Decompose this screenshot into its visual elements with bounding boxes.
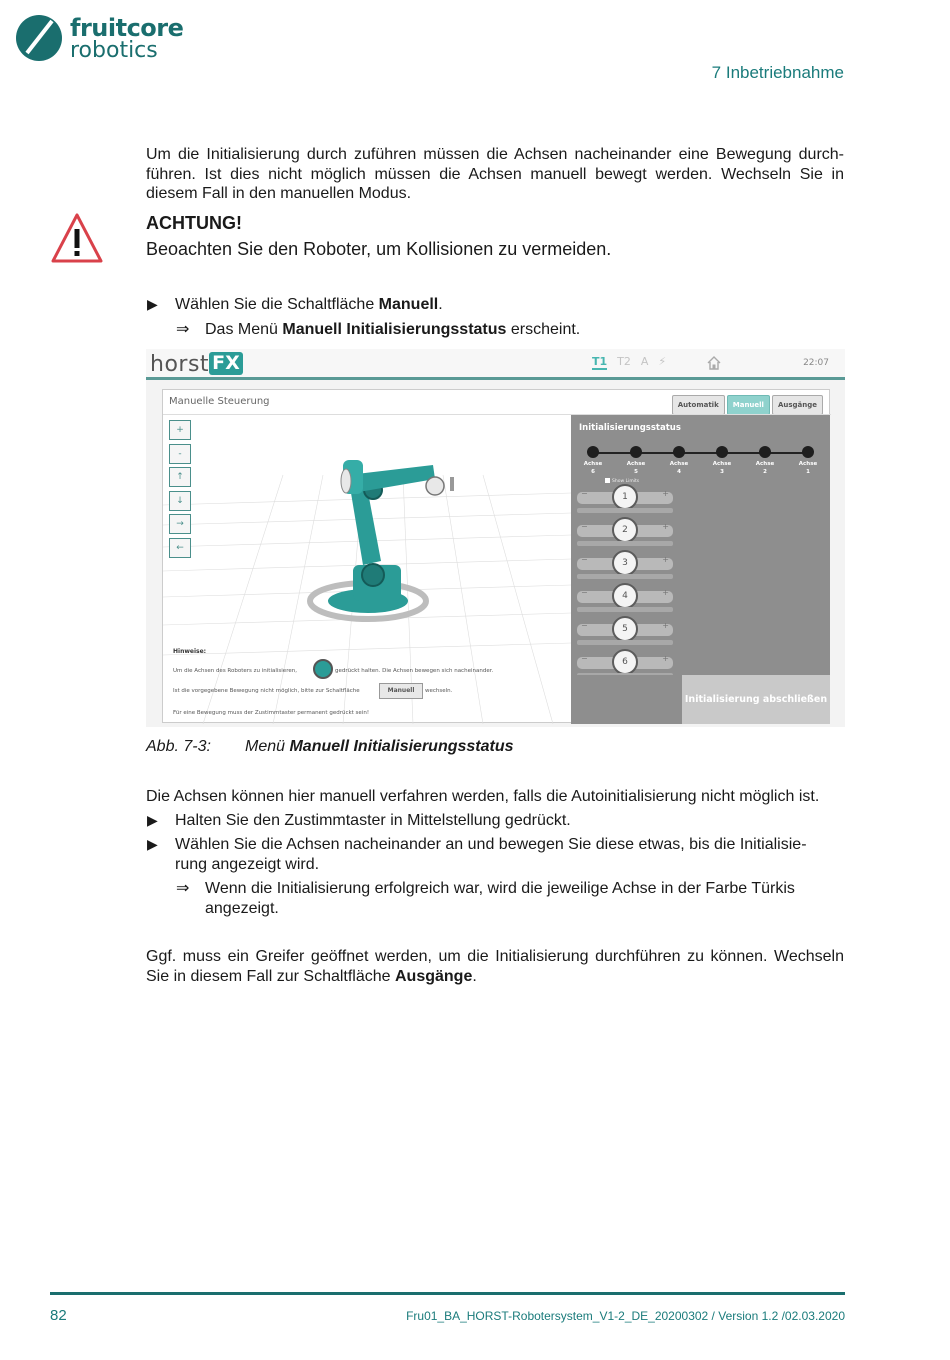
- result-arrow-icon: ⇒: [176, 880, 190, 897]
- axis-label-text: Achse: [626, 461, 646, 467]
- manuell-button[interactable]: Manuell: [727, 395, 770, 415]
- bullet-triangle-icon: ▶: [147, 836, 158, 852]
- result-bold: Manuell Initialisierungsstatus: [282, 321, 507, 338]
- axis-label: [707, 460, 737, 476]
- body-line: Die Achsen können hier manuell verfahren werden, falls die Autoinitialisierung nicht möglich ist.: [146, 788, 820, 805]
- axis-label-num: 5: [634, 469, 638, 475]
- home-icon[interactable]: [706, 355, 722, 371]
- axis-slider-5[interactable]: [577, 616, 673, 642]
- document-id: Fru01_BA_HORST-Robotersystem_V1-2_DE_20200302 / Version 1.2 /02.03.2020: [406, 1309, 845, 1323]
- result-arrow-icon: ⇒: [176, 321, 190, 338]
- hint-line-3: Für eine Bewegung muss der Zustimmtaster permanent gedrückt sein!: [173, 710, 370, 716]
- closing-text: Sie in diesem Fall zur Schaltfläche: [146, 967, 395, 985]
- axis-label-num: 2: [763, 469, 767, 475]
- axis-label-num: 6: [591, 469, 595, 475]
- manual-control-panel: [162, 389, 830, 723]
- slider-plus-icon[interactable]: +: [662, 522, 669, 531]
- slider-shadow: [577, 640, 673, 645]
- closing-text-end: .: [472, 967, 477, 985]
- hint-line-1b: gedrückt halten. Die Achsen bewegen sich nacheinander.: [335, 668, 494, 674]
- axis-label: [750, 460, 780, 476]
- slider-minus-icon[interactable]: −: [581, 489, 588, 498]
- slider-knob[interactable]: 5: [612, 616, 638, 642]
- slider-knob[interactable]: 6: [612, 649, 638, 675]
- step-text: Wählen Sie die Achsen nacheinander an und bewegen Sie diese etwas, bis die Initialisie-: [175, 836, 807, 853]
- axis-label: [793, 460, 823, 476]
- ausgaenge-button[interactable]: Ausgänge: [772, 395, 823, 415]
- slider-plus-icon[interactable]: +: [662, 489, 669, 498]
- bullet-triangle-icon: ▶: [147, 296, 158, 312]
- fruitcore-logo: [14, 13, 194, 65]
- axis-5-indicator[interactable]: [630, 446, 642, 458]
- step-text: Halten Sie den Zustimmtaster in Mittelstellung gedrückt.: [175, 812, 571, 829]
- jog-right-button[interactable]: →: [169, 514, 191, 534]
- jog-left-button[interactable]: ←: [169, 538, 191, 558]
- mode-indicators: [592, 355, 676, 368]
- slider-shadow: [577, 574, 673, 579]
- axis-label-text: Achse: [712, 461, 732, 467]
- robot-3d-view[interactable]: [163, 415, 571, 724]
- slider-shadow: [577, 508, 673, 513]
- slider-plus-icon[interactable]: +: [662, 654, 669, 663]
- caption-number: Abb. 7-3:: [146, 738, 211, 755]
- jog-plus-button[interactable]: +: [169, 420, 191, 440]
- slider-knob[interactable]: 3: [612, 550, 638, 576]
- mode-a[interactable]: A: [640, 355, 649, 368]
- axis-label: [621, 460, 651, 476]
- slider-shadow: [577, 607, 673, 612]
- gripper-paragraph: [146, 947, 844, 986]
- axis-6-indicator[interactable]: [587, 446, 599, 458]
- footer-divider: [50, 1292, 845, 1295]
- logo-text-fruitcore: fruitcore: [70, 14, 184, 42]
- intro-line: diesem Fall in den manuellen Modus.: [146, 185, 412, 202]
- horstfx-logo-text: horst: [150, 352, 210, 377]
- step-text-end: .: [438, 296, 443, 313]
- slider-plus-icon[interactable]: +: [662, 588, 669, 597]
- slider-shadow: [577, 541, 673, 546]
- hint-manuell-button[interactable]: Manuell: [379, 683, 423, 699]
- closing-bold: Ausgänge: [395, 967, 473, 985]
- automatik-button[interactable]: Automatik: [672, 395, 725, 415]
- axis-label-text: Achse: [583, 461, 603, 467]
- init-status-panel: [571, 415, 830, 675]
- result-text-end: erscheint.: [506, 321, 581, 338]
- slider-minus-icon[interactable]: −: [581, 522, 588, 531]
- axis-label: [664, 460, 694, 476]
- warning-text: Beoachten Sie den Roboter, um Kollisionen zu vermeiden.: [146, 239, 612, 259]
- slider-plus-icon[interactable]: +: [662, 555, 669, 564]
- power-icon[interactable]: ⚡: [658, 355, 667, 368]
- slider-plus-icon[interactable]: +: [662, 621, 669, 630]
- axis-slider-4[interactable]: [577, 583, 673, 609]
- intro-paragraph: [146, 145, 844, 204]
- show-limits-label: Show Limits: [612, 479, 640, 484]
- jog-up-button[interactable]: ↑: [169, 467, 191, 487]
- mode-buttons: [670, 392, 823, 415]
- caption-text: Menü: [245, 738, 290, 755]
- warning-triangle-icon: [50, 212, 104, 264]
- axis-label-text: Achse: [798, 461, 818, 467]
- axis-4-indicator[interactable]: [673, 446, 685, 458]
- intro-line: führen. Ist dies nicht möglich müssen die Achsen manuell bewegt werden. Wechseln Sie in: [146, 165, 844, 183]
- horstfx-logo-badge: FX: [209, 352, 243, 375]
- manual-axes-paragraph: [146, 787, 851, 807]
- slider-minus-icon[interactable]: −: [581, 621, 588, 630]
- axis-1-indicator[interactable]: [802, 446, 814, 458]
- slider-knob[interactable]: 2: [612, 517, 638, 543]
- enable-switch-icon: [313, 659, 333, 679]
- axis-label: [578, 460, 608, 476]
- checkbox-icon: [605, 478, 610, 483]
- axis-label-num: 3: [720, 469, 724, 475]
- warning-title: ACHTUNG!: [146, 213, 242, 233]
- axis-slider-6[interactable]: [577, 649, 673, 675]
- step-text: Wählen Sie die Schaltfläche: [175, 296, 379, 313]
- horstfx-topbar: [146, 349, 845, 380]
- hint-line-2b: wechseln.: [425, 688, 453, 694]
- axis-slider-3[interactable]: [577, 550, 673, 576]
- slider-minus-icon[interactable]: −: [581, 654, 588, 663]
- axis-label-num: 4: [677, 469, 681, 475]
- axis-label-text: Achse: [755, 461, 775, 467]
- panel-title: Manuelle Steuerung: [169, 396, 270, 407]
- init-status-panel-lower: [571, 675, 682, 724]
- result-text: angezeigt.: [205, 899, 279, 917]
- slider-knob[interactable]: 4: [612, 583, 638, 609]
- result-text: Wenn die Initialisierung erfolgreich war, wird die jeweilige Achse in der Farbe Türkis: [205, 880, 795, 897]
- chapter-heading: 7 Inbetriebnahme: [711, 63, 844, 82]
- slider-minus-icon[interactable]: −: [581, 555, 588, 564]
- axis-label-num: 1: [806, 469, 810, 475]
- result-text: Das Menü: [205, 321, 283, 338]
- caption-bold: Manuell Initialisierungsstatus: [289, 738, 514, 755]
- closing-line: Ggf. muss ein Greifer geöffnet werden, um die Initialisierung durchführen zu können. Wechseln: [146, 948, 844, 965]
- hints-title: Hinweise:: [173, 648, 207, 655]
- step-text: rung angezeigt wird.: [175, 855, 320, 873]
- axis-slider-1[interactable]: [577, 484, 673, 510]
- bullet-triangle-icon: ▶: [147, 812, 158, 828]
- finish-initialization-button[interactable]: Initialisierung abschließen: [682, 675, 830, 724]
- jog-buttons: [169, 420, 193, 560]
- fruitcore-logo-icon: [14, 13, 64, 63]
- axis-3-indicator[interactable]: [716, 446, 728, 458]
- axis-slider-2[interactable]: [577, 517, 673, 543]
- slider-minus-icon[interactable]: −: [581, 588, 588, 597]
- slider-knob[interactable]: 1: [612, 484, 638, 510]
- init-status-title: Initialisierungsstatus: [579, 423, 681, 433]
- jog-minus-button[interactable]: -: [169, 444, 191, 464]
- axis-label-text: Achse: [669, 461, 689, 467]
- clock: 22:07: [803, 358, 829, 368]
- jog-down-button[interactable]: ↓: [169, 491, 191, 511]
- horstfx-screenshot: [146, 349, 845, 727]
- axes-track: [591, 452, 809, 454]
- mode-t1[interactable]: T1: [592, 355, 608, 368]
- mode-t2[interactable]: T2: [617, 355, 631, 368]
- axis-2-indicator[interactable]: [759, 446, 771, 458]
- hint-line-2a: Ist die vorgegebene Bewegung nicht möglich, bitte zur Schaltfläche: [173, 688, 360, 694]
- hint-line-1a: Um die Achsen des Roboters zu initialisieren,: [173, 668, 297, 674]
- intro-line: Um die Initialisierung durch zuführen müssen die Achsen nacheinander eine Bewegung durch-: [146, 146, 844, 163]
- step-bold: Manuell: [378, 296, 439, 313]
- page-number: 82: [50, 1307, 67, 1324]
- logo-text-robotics: robotics: [70, 38, 158, 63]
